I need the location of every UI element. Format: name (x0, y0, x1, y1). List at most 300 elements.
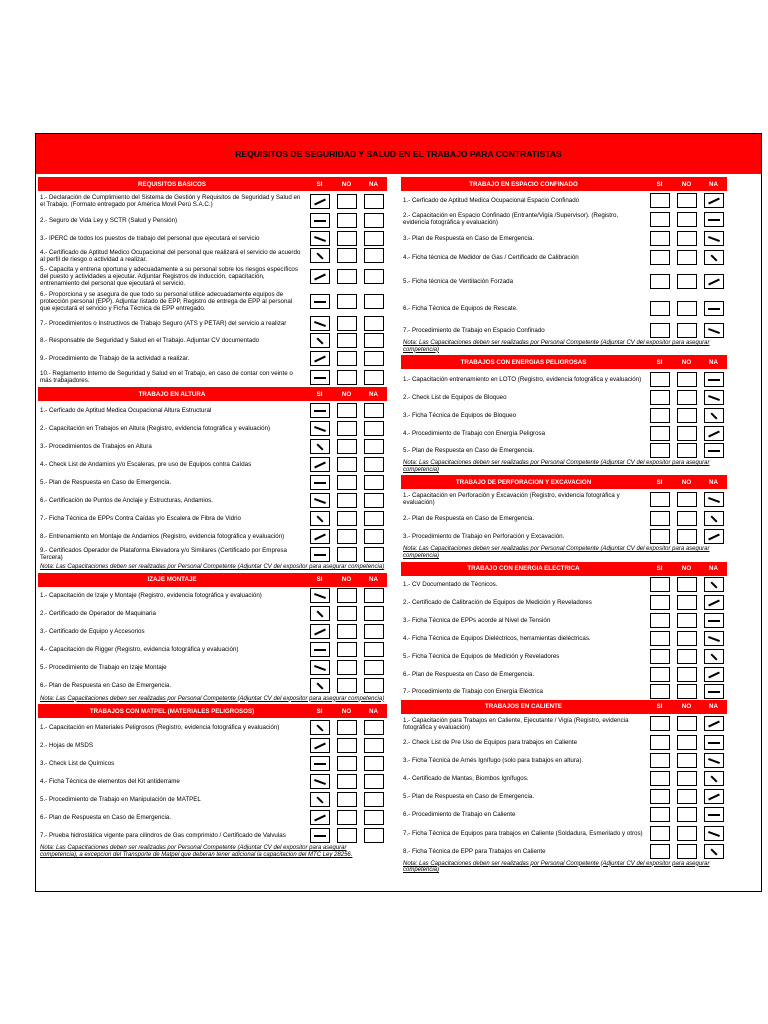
column-header-na: NA (369, 390, 378, 398)
column-header-no: NO (681, 703, 692, 711)
checkbox-si[interactable] (310, 351, 330, 366)
checkbox-no[interactable] (337, 588, 357, 603)
checklist-row (401, 648, 727, 666)
column-header-na: NA (369, 180, 378, 188)
checkbox-na[interactable] (364, 370, 384, 385)
checklist-row (401, 321, 727, 339)
checklist-row (401, 770, 727, 788)
column-header-si: SI (316, 707, 323, 715)
checkbox-si[interactable] (310, 588, 330, 603)
checkbox-si[interactable] (650, 212, 670, 227)
checkbox-si[interactable] (310, 720, 330, 735)
requirement-text: 1.- Capacitación en Perforación y Excavación (Registro, evidencia fotográfica y evaluación) (403, 492, 620, 507)
section-right-1 (401, 355, 727, 475)
checkbox-na[interactable] (364, 738, 384, 753)
checkbox-si[interactable] (310, 547, 330, 562)
section-title: TRABAJOS CON MATPEL (MATERIALES PELIGROSOS) (89, 707, 255, 715)
checkbox-no[interactable] (677, 667, 697, 682)
checkbox-si[interactable] (310, 403, 330, 418)
checkbox-na[interactable] (364, 529, 384, 544)
checkbox-si[interactable] (650, 595, 670, 610)
checkbox-na[interactable] (364, 231, 384, 246)
checkbox-no[interactable] (337, 774, 357, 789)
checkbox-na[interactable] (704, 492, 724, 507)
checkbox-si[interactable] (310, 421, 330, 436)
check-mark (708, 831, 720, 837)
checklist-row (401, 824, 727, 844)
checkbox-na[interactable] (704, 323, 724, 338)
checkbox-si[interactable] (650, 716, 670, 731)
section-header (401, 177, 727, 191)
check-mark (708, 533, 720, 540)
checkbox-na[interactable] (704, 649, 724, 664)
requirement-text: 2.- Seguro de Vida Ley y SCTR (Salud y Pensión) (40, 216, 178, 224)
checkbox-si[interactable] (650, 511, 670, 526)
checkbox-no[interactable] (337, 294, 357, 309)
checkbox-no[interactable] (337, 720, 357, 735)
checkbox-na[interactable] (364, 774, 384, 789)
checkbox-na[interactable] (364, 828, 384, 843)
checkbox-si[interactable] (310, 774, 330, 789)
checklist-row (38, 772, 387, 790)
checkbox-no[interactable] (337, 475, 357, 490)
check-mark (314, 779, 326, 785)
checklist-row (38, 623, 387, 641)
requirement-text: 5.- Ficha técnica de Ventilación Forzada (403, 277, 514, 285)
checkbox-no[interactable] (677, 250, 697, 265)
checkbox-no[interactable] (677, 826, 697, 841)
checkbox-si[interactable] (650, 649, 670, 664)
checkbox-si[interactable] (650, 193, 670, 208)
checkbox-si[interactable] (310, 269, 330, 284)
column-header-na: NA (709, 703, 718, 711)
checkbox-na[interactable] (364, 403, 384, 418)
requirement-text: 3.- Procedimiento de Trabajo en Perforación y Excavación. (403, 532, 565, 540)
requirement-text: 8.- Responsable de Seguridad y Salud en el Trabajo. Adjuntar CV documentado (40, 337, 260, 344)
check-mark (314, 355, 326, 362)
section-right-0 (401, 177, 727, 355)
checkbox-si[interactable] (650, 613, 670, 628)
check-mark (314, 301, 326, 303)
left-column (38, 177, 387, 860)
requirement-text: 5.- Plan de Respuesta en Caso de Emergencia. (40, 478, 172, 486)
checkbox-na[interactable] (704, 212, 724, 227)
requirement-text: 3.- Ficha Técnica de EPPs acorde al Nivel de Tensión (403, 617, 551, 625)
check-mark (314, 763, 326, 765)
checkbox-no[interactable] (337, 439, 357, 454)
column-header-si: SI (656, 703, 663, 711)
checkbox-no[interactable] (677, 231, 697, 246)
checkbox-no[interactable] (337, 511, 357, 526)
section-header (38, 387, 387, 401)
checkbox-no[interactable] (337, 642, 357, 657)
checkbox-na[interactable] (704, 443, 724, 458)
checkbox-si[interactable] (650, 631, 670, 646)
checkbox-no[interactable] (337, 370, 357, 385)
checkbox-no[interactable] (337, 316, 357, 331)
check-mark (316, 683, 323, 690)
checklist-row (401, 594, 727, 612)
checkbox-no[interactable] (337, 333, 357, 348)
requirement-text: 7.- Prueba hidrostática vigente para cilindros de Gas comprimido / Certificado de Valvulas (40, 831, 286, 839)
checkbox-no[interactable] (677, 789, 697, 804)
checkbox-si[interactable] (650, 753, 670, 768)
column-header-si: SI (656, 358, 663, 366)
checkbox-na[interactable] (364, 333, 384, 348)
checkbox-na[interactable] (364, 213, 384, 228)
requirement-text: 10.- Reglamento Interno de Seguridad y Salud en el Trabajo, en caso de contar con veinte o más trabajadores. (40, 370, 293, 384)
checkbox-si[interactable] (650, 684, 670, 699)
checkbox-no[interactable] (677, 844, 697, 859)
checkbox-no[interactable] (677, 735, 697, 750)
checkbox-na[interactable] (704, 529, 724, 544)
checkbox-si[interactable] (310, 294, 330, 309)
checklist-row (401, 806, 727, 824)
checklist-row (38, 790, 387, 808)
checkbox-no[interactable] (677, 390, 697, 405)
check-mark (710, 654, 717, 661)
checkbox-na[interactable] (364, 248, 384, 263)
checkbox-si[interactable] (650, 426, 670, 441)
section-right-4 (401, 700, 727, 876)
checkbox-no[interactable] (677, 408, 697, 423)
checkbox-si[interactable] (650, 529, 670, 544)
checkbox-no[interactable] (677, 426, 697, 441)
checkbox-si[interactable] (310, 606, 330, 621)
right-column (401, 177, 727, 876)
checkbox-na[interactable] (364, 624, 384, 639)
checkbox-na[interactable] (704, 826, 724, 841)
checkbox-na[interactable] (364, 316, 384, 331)
checkbox-no[interactable] (677, 301, 697, 316)
checkbox-na[interactable] (704, 577, 724, 592)
checkbox-na[interactable] (704, 595, 724, 610)
checkbox-na[interactable] (364, 194, 384, 209)
checkbox-no[interactable] (337, 493, 357, 508)
checkbox-no[interactable] (337, 606, 357, 621)
requirement-text: 4.- Capacitación de Rigger (Registro, evidencia fotográfica y evaluación) (40, 646, 239, 654)
checkbox-no[interactable] (677, 372, 697, 387)
checkbox-na[interactable] (704, 372, 724, 387)
checkbox-si[interactable] (310, 493, 330, 508)
checkbox-si[interactable] (310, 529, 330, 544)
requirement-text: 3.- Procedimientos de Trabajos en Altura (40, 442, 152, 450)
checkbox-no[interactable] (337, 810, 357, 825)
checklist-row (401, 509, 727, 527)
checklist-row (401, 247, 727, 267)
checkbox-no[interactable] (337, 213, 357, 228)
checkbox-no[interactable] (337, 547, 357, 562)
checkbox-no[interactable] (677, 595, 697, 610)
checkbox-si[interactable] (310, 213, 330, 228)
check-mark (708, 600, 720, 607)
checkbox-no[interactable] (337, 660, 357, 675)
requirement-text: 5.- Plan de Respuesta en Caso de Emergencia. (403, 447, 535, 455)
checkbox-na[interactable] (364, 457, 384, 472)
checkbox-no[interactable] (337, 194, 357, 209)
checkbox-si[interactable] (650, 577, 670, 592)
checkbox-na[interactable] (364, 720, 384, 735)
checklist-row (401, 734, 727, 752)
requirement-text: 6.- Procedimiento de Trabajo en Caliente (403, 811, 516, 819)
checkbox-na[interactable] (364, 588, 384, 603)
checkbox-si[interactable] (650, 323, 670, 338)
check-mark (314, 593, 326, 599)
checkbox-si[interactable] (650, 443, 670, 458)
checkbox-no[interactable] (337, 828, 357, 843)
checklist-row (401, 295, 727, 321)
check-mark (314, 533, 326, 540)
section-note: Nota: Las Capacitaciones deben ser realizadas por Personal Competente (Adjuntar CV del expositor para asegurar competencia) (403, 860, 710, 874)
check-mark (710, 254, 717, 261)
checkbox-si[interactable] (310, 194, 330, 209)
checkbox-si[interactable] (650, 667, 670, 682)
checkbox-si[interactable] (310, 828, 330, 843)
checkbox-si[interactable] (310, 475, 330, 490)
checkbox-na[interactable] (364, 547, 384, 562)
checkbox-si[interactable] (310, 738, 330, 753)
checkbox-no[interactable] (337, 403, 357, 418)
checkbox-si[interactable] (650, 844, 670, 859)
checkbox-na[interactable] (704, 667, 724, 682)
checkbox-na[interactable] (704, 753, 724, 768)
checkbox-na[interactable] (704, 716, 724, 731)
checklist-row (38, 659, 387, 677)
checkbox-na[interactable] (704, 735, 724, 750)
checkbox-na[interactable] (704, 684, 724, 699)
checklist-row (401, 267, 727, 295)
column-header-no: NO (341, 707, 352, 715)
section-title: TRABAJO CON ENERGIA ELECTRICA (467, 565, 580, 573)
checkbox-no[interactable] (337, 738, 357, 753)
requirement-text: 3.- IPERC de todos los puestos de trabajo del personal que ejecutará el servicio (40, 234, 260, 242)
checkbox-no[interactable] (677, 807, 697, 822)
check-mark (314, 274, 326, 281)
page-title: REQUISITOS DE SEGURIDAD Y SALUD EN EL TRABAJO PARA CONTRATISTAS (36, 134, 761, 174)
checkbox-si[interactable] (310, 333, 330, 348)
section-title: TRABAJO DE PERFORACION Y EXCAVACION (455, 478, 592, 486)
check-mark (708, 308, 720, 310)
checkbox-si[interactable] (650, 789, 670, 804)
checkbox-no[interactable] (337, 529, 357, 544)
checkbox-no[interactable] (677, 716, 697, 731)
checkbox-si[interactable] (650, 250, 670, 265)
checkbox-si[interactable] (650, 408, 670, 423)
checkbox-na[interactable] (704, 390, 724, 405)
checkbox-si[interactable] (310, 792, 330, 807)
checklist-row (38, 677, 387, 695)
checkbox-na[interactable] (364, 756, 384, 771)
requirement-text: 5.- Procedimiento de Trabajo en Manipulación de MATPEL (40, 795, 201, 803)
checkbox-no[interactable] (677, 529, 697, 544)
checkbox-na[interactable] (364, 421, 384, 436)
checkbox-na[interactable] (704, 511, 724, 526)
checkbox-no[interactable] (677, 492, 697, 507)
requirement-text: 7.- Ficha Técnica de Equipos para trabajos en Caliente (Soldadura, Esmerilado y otros) (403, 830, 643, 838)
requirement-text: 9.- Procedimiento de Trabajo de la actividad a realizar. (40, 354, 190, 362)
checkbox-no[interactable] (677, 443, 697, 458)
checkbox-si[interactable] (650, 735, 670, 750)
column-header-no: NO (681, 478, 692, 486)
checkbox-si[interactable] (650, 231, 670, 246)
checkbox-na[interactable] (704, 231, 724, 246)
requirement-text: 4.- Procedimiento de Trabajo con Energía Peligrosa (403, 429, 546, 437)
checkbox-na[interactable] (364, 351, 384, 366)
column-header-no: NO (681, 358, 692, 366)
checkbox-no[interactable] (677, 613, 697, 628)
requirement-text: 1.- Capacitación en Materiales Peligrosos (Registro, evidencia fotográfica y evaluación) (40, 723, 280, 731)
section-header (401, 562, 727, 576)
requirement-text: 1.- Declaración de Cumplimiento del Sistema de Gestión y Requisitos de Seguridad y Salud en el Trabajo. (Formato entregado por América Movil Perú S.A.C.) (40, 194, 301, 208)
checkbox-na[interactable] (364, 810, 384, 825)
requirement-text: 4.- Check List de Andamios y/o Escaleras, pre uso de Equipos contra Caídas (40, 460, 252, 468)
checkbox-si[interactable] (310, 248, 330, 263)
checkbox-na[interactable] (704, 301, 724, 316)
checkbox-na[interactable] (364, 660, 384, 675)
requirement-text: 2.- Certificado de Operador de Maquinaria (40, 610, 156, 618)
checkbox-si[interactable] (650, 274, 670, 289)
checklist-row (401, 229, 727, 247)
check-mark (316, 515, 323, 522)
check-mark (708, 814, 720, 816)
checkbox-si[interactable] (310, 370, 330, 385)
section-title: TRABAJO EN ESPACIO CONFINADO (469, 180, 578, 188)
checkbox-no[interactable] (337, 231, 357, 246)
checkbox-na[interactable] (364, 678, 384, 693)
column-header-na: NA (369, 576, 378, 584)
checkbox-na[interactable] (704, 408, 724, 423)
checkbox-no[interactable] (677, 631, 697, 646)
check-mark (708, 395, 720, 401)
check-mark (314, 220, 326, 222)
checkbox-si[interactable] (310, 439, 330, 454)
checkbox-si[interactable] (650, 826, 670, 841)
checkbox-na[interactable] (364, 294, 384, 309)
checkbox-si[interactable] (310, 642, 330, 657)
section-title: TRABAJOS EN CALIENTE (484, 703, 562, 711)
check-mark (314, 649, 326, 651)
checkbox-na[interactable] (364, 642, 384, 657)
checkbox-no[interactable] (677, 771, 697, 786)
checkbox-si[interactable] (310, 678, 330, 693)
checkbox-no[interactable] (677, 649, 697, 664)
checkbox-si[interactable] (650, 492, 670, 507)
column-header-no: NO (681, 565, 692, 573)
checkbox-na[interactable] (704, 193, 724, 208)
checklist-row (38, 455, 387, 473)
check-mark (314, 742, 326, 749)
checkbox-si[interactable] (650, 372, 670, 387)
checkbox-no[interactable] (677, 684, 697, 699)
checklist-row (38, 419, 387, 437)
check-mark (708, 758, 720, 764)
checkbox-si[interactable] (310, 231, 330, 246)
section-title: REQUISITOS BASICOS (138, 180, 206, 188)
check-mark (708, 278, 720, 285)
check-mark (710, 776, 717, 783)
checkbox-na[interactable] (704, 631, 724, 646)
checkbox-na[interactable] (704, 771, 724, 786)
checkbox-na[interactable] (704, 807, 724, 822)
requirement-text: 3.- Ficha Técnica de Arnés Ignífugo (solo para trabajos en altura). (403, 757, 584, 765)
requirement-text: 4.- Certificado de Mantas, Biombos Ignífugos. (403, 775, 529, 783)
requirement-text: 8.- Ficha Técnica de EPP para Trabajos en Caliente (403, 848, 546, 856)
requirement-text: 3.- Plan de Respuesta en Caso de Emergencia. (403, 234, 535, 242)
checklist-row (401, 442, 727, 459)
check-mark (708, 450, 720, 452)
column-header-na: NA (709, 478, 718, 486)
checkbox-si[interactable] (310, 511, 330, 526)
checkbox-na[interactable] (364, 511, 384, 526)
checkbox-no[interactable] (677, 212, 697, 227)
checkbox-si[interactable] (310, 810, 330, 825)
checklist-row (401, 209, 727, 229)
checkbox-no[interactable] (337, 421, 357, 436)
checkbox-no[interactable] (677, 193, 697, 208)
checkbox-na[interactable] (364, 493, 384, 508)
checkbox-na[interactable] (364, 475, 384, 490)
checkbox-si[interactable] (650, 771, 670, 786)
checkbox-no[interactable] (677, 511, 697, 526)
checkbox-no[interactable] (337, 678, 357, 693)
requirement-text: 2.- Plan de Respuesta en Caso de Emergencia. (403, 514, 535, 522)
checklist-row (38, 191, 387, 211)
checkbox-na[interactable] (704, 426, 724, 441)
checkbox-si[interactable] (310, 457, 330, 472)
checkbox-si[interactable] (650, 390, 670, 405)
checkbox-na[interactable] (704, 844, 724, 859)
checkbox-no[interactable] (677, 577, 697, 592)
checkbox-no[interactable] (337, 269, 357, 284)
checkbox-si[interactable] (650, 301, 670, 316)
checkbox-na[interactable] (364, 792, 384, 807)
section-header (38, 704, 387, 718)
check-mark (708, 497, 720, 503)
checkbox-no[interactable] (337, 756, 357, 771)
checkbox-no[interactable] (677, 753, 697, 768)
check-mark (314, 554, 326, 556)
checklist-row (38, 718, 387, 736)
requirement-text: 2.- Capacitación en Trabajos en Altura (Registro, evidencia fotográfica y evaluación) (40, 424, 271, 432)
checkbox-si[interactable] (650, 807, 670, 822)
checkbox-na[interactable] (704, 789, 724, 804)
checkbox-no[interactable] (337, 457, 357, 472)
checkbox-na[interactable] (704, 613, 724, 628)
checkbox-na[interactable] (704, 274, 724, 289)
checkbox-no[interactable] (677, 323, 697, 338)
checkbox-si[interactable] (310, 316, 330, 331)
checkbox-na[interactable] (364, 269, 384, 284)
checklist-row (38, 473, 387, 491)
checkbox-no[interactable] (337, 792, 357, 807)
requirement-text: 9.- Certificados Operador de Plataforma Elevadora y/o Similares (Certificado por Empresa Tercera) (40, 547, 287, 561)
checkbox-no[interactable] (337, 248, 357, 263)
checkbox-si[interactable] (310, 624, 330, 639)
checkbox-si[interactable] (310, 660, 330, 675)
checkbox-na[interactable] (364, 439, 384, 454)
checkbox-no[interactable] (337, 624, 357, 639)
checkbox-no[interactable] (337, 351, 357, 366)
checklist-row (38, 289, 387, 314)
checkbox-si[interactable] (310, 756, 330, 771)
requirement-text: 3.- Check List de Químicos (40, 759, 115, 767)
checkbox-no[interactable] (677, 274, 697, 289)
checklist-row (401, 389, 727, 406)
checkbox-na[interactable] (704, 250, 724, 265)
checklist-row (38, 527, 387, 545)
check-mark (708, 672, 720, 679)
checkbox-na[interactable] (364, 606, 384, 621)
